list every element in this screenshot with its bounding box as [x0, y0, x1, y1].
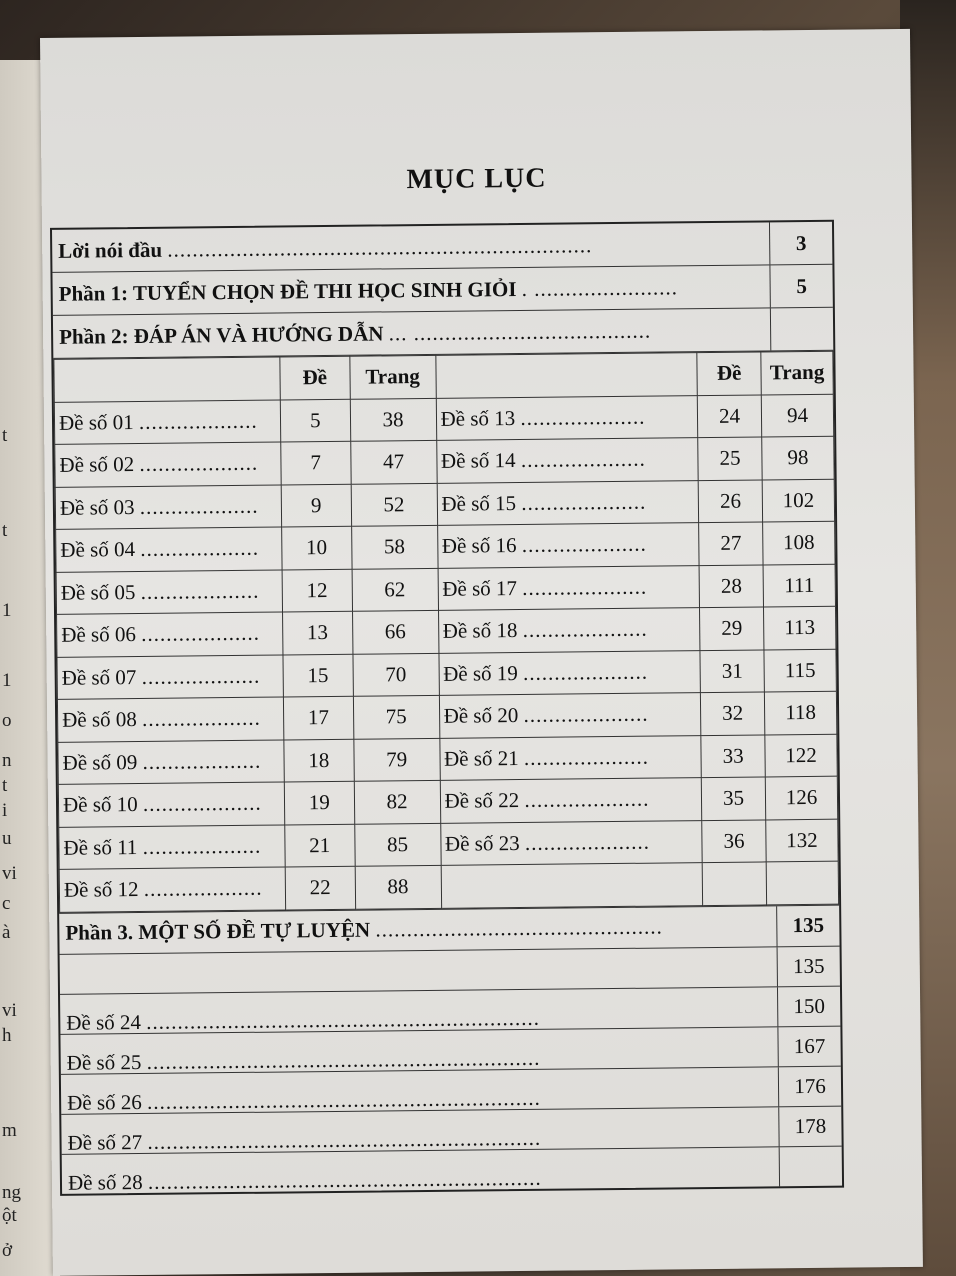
exam-label [438, 565, 700, 610]
leader-dots: ................... [139, 493, 259, 519]
leader-dots: .................... [524, 786, 650, 813]
left-page-char: c [2, 893, 11, 914]
page-number: 5 [769, 265, 832, 308]
toc-label: Phần 3. MỘT SỐ ĐỀ TỰ LUYỆN [65, 917, 371, 945]
header-de: Đề [280, 356, 350, 399]
exam-de: 15 [283, 654, 353, 697]
page-number: 135 [776, 905, 839, 946]
exam-name: Đề số 16 [441, 533, 517, 559]
exam-trang: 122 [765, 734, 837, 777]
exam-name: Đề số 27 [67, 1129, 143, 1155]
left-page-char: t [2, 425, 8, 446]
left-page-char: t [2, 520, 8, 541]
exam-trang: 75 [353, 695, 439, 738]
left-page-char: 1 [2, 670, 12, 691]
exam-name: Đề số 09 [62, 749, 138, 775]
header-de: Đề [697, 352, 761, 395]
exam-label [441, 863, 703, 908]
leader-dots: ................... [141, 705, 261, 732]
exam-label [54, 400, 280, 445]
left-page-char: vi [2, 863, 17, 884]
exam-de: 13 [282, 611, 352, 654]
exam-name: Đề số 14 [440, 448, 516, 474]
exam-trang [766, 861, 838, 904]
exam-label [437, 480, 699, 525]
left-page-char: o [2, 710, 12, 731]
page-number: 176 [778, 1066, 841, 1106]
left-page-char: ở [2, 1240, 13, 1261]
leader-dots: .................................................................... [167, 232, 593, 262]
exam-label [57, 654, 283, 699]
leader-dots: .................... [522, 616, 648, 643]
exam-trang: 66 [352, 610, 438, 653]
exam-name: Đề số 18 [442, 618, 518, 644]
exam-de: 22 [285, 866, 355, 909]
exam-trang: 58 [351, 525, 437, 568]
exam-name: Đề số 25 [66, 1049, 142, 1075]
leader-dots: .................... [524, 829, 650, 855]
leader-dots: ............................................................... [147, 1165, 542, 1194]
exam-trang: 102 [762, 479, 834, 522]
exam-de: 7 [281, 441, 351, 484]
exam-name: Đề số 21 [443, 745, 519, 771]
exam-trang: 98 [762, 436, 834, 479]
exam-trang: 47 [350, 440, 436, 483]
exam-label [439, 693, 701, 738]
exam-de: 33 [701, 734, 765, 777]
exam-trang: 113 [764, 606, 836, 649]
exam-name: Đề số 05 [60, 579, 136, 605]
exam-label [439, 735, 701, 780]
exam-trang: 94 [761, 394, 833, 437]
left-page-char: m [2, 1120, 17, 1141]
exam-name: Đề số 26 [67, 1089, 142, 1115]
exam-de: 28 [699, 564, 763, 607]
exam-label [440, 820, 702, 865]
exam-trang: 79 [353, 738, 439, 781]
exam-trang: 85 [354, 823, 440, 866]
exam-de: 19 [284, 781, 354, 824]
left-page-char: i [2, 800, 8, 821]
exam-trang: 108 [763, 521, 835, 564]
exam-trang: 62 [352, 568, 438, 611]
exam-name: Đề số 20 [443, 703, 519, 729]
page-number: 167 [777, 1026, 840, 1066]
header-empty [435, 353, 697, 398]
exam-label [436, 438, 698, 483]
exam-label [57, 612, 283, 657]
page-number: 3 [769, 222, 832, 265]
leader-dots: ................... [143, 875, 263, 902]
page-number: 135 [777, 946, 840, 986]
self-practice-list [60, 946, 842, 1193]
exam-label [438, 650, 700, 695]
exam-de: 35 [701, 777, 765, 820]
exam-name: Đề số 06 [61, 622, 137, 648]
exam-name: Đề số 11 [63, 834, 138, 860]
exam-label [57, 697, 283, 742]
exam-label [440, 778, 702, 823]
exam-trang: 126 [765, 776, 837, 819]
exam-de: 10 [282, 526, 352, 569]
exam-de: 25 [698, 437, 762, 480]
leader-dots: .............................................. [375, 914, 663, 942]
toc-label: Lời nói đầu [58, 237, 163, 263]
exam-de: 17 [283, 696, 353, 739]
exam-name: Đề số 17 [442, 575, 518, 601]
page-title: MỤC LỤC [406, 162, 547, 196]
exam-label [59, 867, 285, 912]
exam-label [438, 608, 700, 653]
exam-de: 31 [700, 649, 764, 692]
exam-name: Đề số 19 [443, 660, 518, 686]
left-page-char: ng [2, 1182, 21, 1203]
exam-label [437, 523, 699, 568]
exam-de: 18 [284, 739, 354, 782]
leader-dots: ................... [140, 535, 260, 562]
leader-dots: ................... [141, 620, 261, 647]
exam-de: 27 [699, 522, 763, 565]
left-page-char: n [2, 750, 12, 771]
exam-name: Đề số 03 [59, 494, 135, 520]
leader-dots: .................... [522, 574, 648, 600]
answers-grid-row [53, 351, 839, 914]
exam-name: Đề số 12 [63, 877, 139, 903]
leader-dots: ............................................................... [147, 1125, 542, 1154]
page-number: 150 [777, 986, 840, 1026]
exam-name: Đề số 07 [61, 664, 137, 690]
left-page-char: t [2, 775, 8, 796]
exam-trang: 38 [350, 398, 436, 441]
leader-dots: .................... [520, 404, 646, 430]
exam-de: 21 [285, 824, 355, 867]
exam-trang: 70 [353, 653, 439, 696]
leader-dots: .................... [523, 701, 649, 728]
exam-de: 32 [701, 692, 765, 735]
left-page-char: 1 [2, 600, 12, 621]
leader-dots: ................... [138, 408, 258, 434]
toc-label: Phần 2: ĐÁP ÁN VÀ HƯỚNG DẪN [58, 320, 384, 349]
exam-name: Đề số 08 [62, 707, 137, 733]
exam-name: Đề số 04 [60, 537, 136, 563]
exam-trang: 52 [351, 483, 437, 526]
exam-name: Đề số 13 [440, 405, 516, 431]
exam-name: Đề số 24 [66, 1009, 142, 1035]
leader-dots: ................... [142, 833, 262, 859]
left-page-char: vi [2, 1000, 17, 1021]
exam-label [436, 395, 698, 440]
left-page-char: ột [2, 1205, 17, 1226]
exam-label [58, 782, 284, 827]
leader-dots: ................... [140, 578, 260, 604]
exam-label [56, 527, 282, 572]
exam-trang: 111 [763, 564, 835, 607]
page-number-empty [770, 308, 833, 351]
exam-name: Đề số 10 [62, 792, 138, 818]
exam-trang: 132 [766, 819, 838, 862]
answers-grid [53, 351, 839, 913]
exam-de: 36 [702, 819, 766, 862]
exam-name: Đề số 01 [58, 409, 134, 435]
table-row [59, 861, 838, 912]
exam-de: 24 [697, 394, 761, 437]
leader-dots: . ....................... [521, 274, 679, 301]
left-page-char: u [2, 828, 12, 849]
exam-de: 26 [698, 479, 762, 522]
exam-trang: 88 [355, 865, 441, 908]
leader-dots: .................... [522, 659, 649, 685]
exam-name: Đề số 02 [59, 452, 135, 478]
leader-dots: ............................................................... [146, 1005, 541, 1034]
toc-label: Phần 1: TUYỂN CHỌN ĐỀ THI HỌC SINH GIỎI [58, 276, 517, 306]
leader-dots: .................... [520, 446, 646, 473]
leader-dots: ............................................................... [146, 1085, 541, 1114]
exam-de: 5 [280, 399, 350, 442]
exam-name: Đề số 23 [444, 830, 520, 856]
header-empty [54, 357, 280, 402]
leader-dots: .................... [523, 744, 650, 770]
exam-de: 12 [282, 569, 352, 612]
exam-de [702, 862, 766, 905]
leader-dots: .................... [521, 489, 647, 515]
exam-label [55, 442, 281, 487]
exam-trang: 115 [764, 649, 836, 692]
leader-dots: ................... [142, 748, 262, 774]
table-of-contents [50, 220, 844, 1196]
leader-dots: ............................................................... [146, 1045, 541, 1074]
page-number: 178 [778, 1106, 841, 1146]
page-number [779, 1146, 842, 1186]
document-page [40, 29, 923, 1276]
exam-label [58, 739, 284, 784]
list-item [62, 1146, 842, 1193]
exam-trang: 82 [354, 780, 440, 823]
exam-name: Đề số 22 [444, 788, 520, 814]
exam-de: 29 [700, 607, 764, 650]
left-page-char: h [2, 1025, 12, 1046]
exam-de: 9 [281, 484, 351, 527]
leader-dots: ................... [139, 450, 259, 477]
leader-dots: ................... [142, 790, 262, 817]
exam-label [56, 569, 282, 614]
leader-dots: ... ...................................... [388, 318, 652, 345]
left-page-char: à [2, 922, 11, 943]
header-trang: Trang [761, 351, 833, 394]
exam-label [55, 485, 281, 530]
exam-name: Đề số 15 [441, 490, 517, 516]
exam-trang: 118 [764, 691, 836, 734]
header-trang: Trang [349, 355, 435, 398]
leader-dots: ................... [141, 663, 261, 689]
exam-name: Đề số 28 [67, 1169, 143, 1195]
leader-dots: .................... [521, 531, 647, 558]
exam-label [59, 824, 285, 869]
